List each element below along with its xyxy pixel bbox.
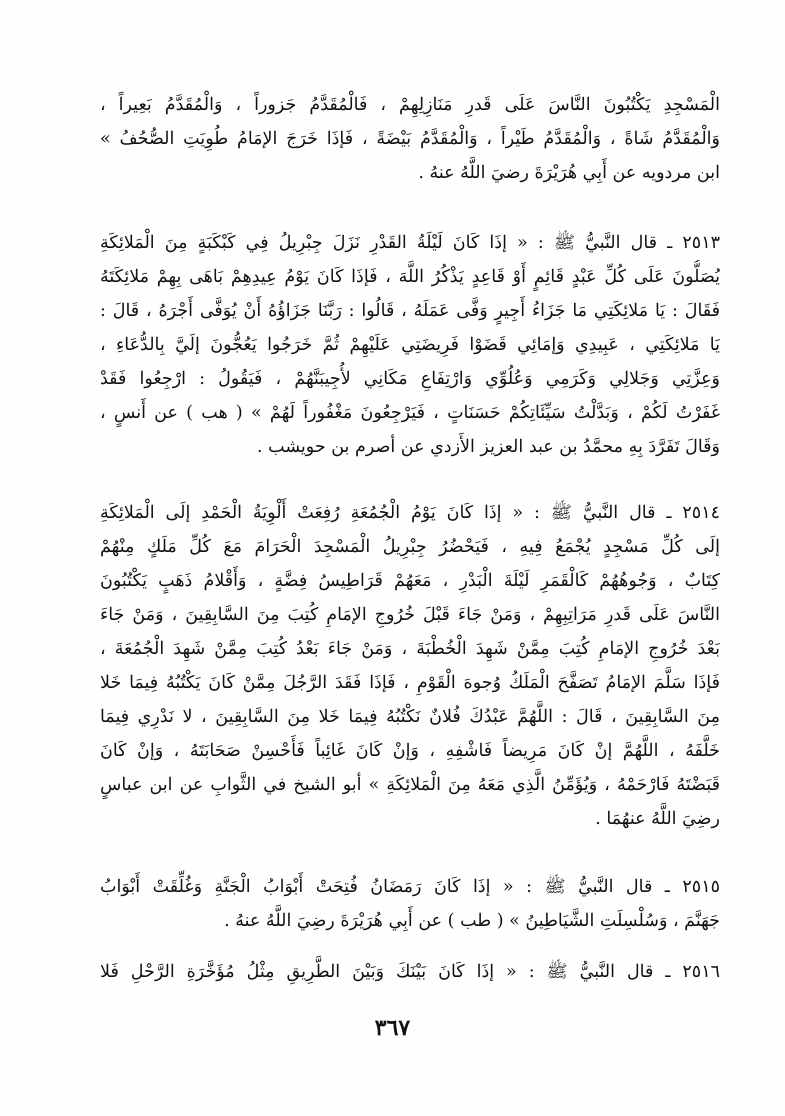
continuation-paragraph (100, 88, 720, 190)
text-line: الْمَسْجِدِ يَكْتُبُونَ النَّاسَ عَلَى قَدرِ مَنَازِلِهِمْ ، فَالْمُقَدَّمُ جَزوراً ، وَالْمُقَدَّمُ بَعِيراً ، (100, 95, 720, 115)
hadith-2516 (100, 955, 720, 989)
text-line: يَا مَلائِكَتِي ، عَبِيدِي وَإمَائِي قَضَوْا فَرِيضَتِي عَلَيْهِمْ ثُمَّ خَرَجُوا يَعُجُّونَ إلَيَّ بِالدُّعَاءِ ، (100, 335, 720, 355)
text-line: فَإذَا سَلَّمَ الإمَامُ تَصَفَّحَ الْمَلَكُ وُجوهَ الْقَوْمِ ، فَإذَا فَقَدَ الرَّجُلَ مِمَّنْ كَانَ يَكْتُبُهُ فِيمَا خَلا (100, 673, 720, 693)
page-number: ٣٦٧ (374, 1015, 411, 1041)
text-line: مِنَ السَّابِقِينَ ، قَالَ : اللَّهُمَّ عَبْدُكَ فُلانٌ نَكْتُبُهُ فِيمَا خَلا مِنَ السَّابِقِينَ ، لا نَدْرِي فِيمَا (100, 707, 720, 727)
text-line: وَعِزَّتِي وَجَلالِي وَكَرَمِي وَعُلُوِّي وَارْتِفَاعِ مَكَانِي لأُجِيبَنَّهُمْ ، فَيَقُولُ : ارْجِعُوا فَقَدْ (100, 369, 720, 389)
text-line: فَقَالَ : يَا مَلائِكَتِي مَا جَزَاءُ أَجِيرٍ وَفَّى عَمَلَهُ ، قَالُوا : رَبَّنَا جَزَاؤُهُ أَنْ يُوَفَّى أَجْرَهُ ، قَالَ : (100, 301, 720, 321)
text-line: رضِيَ اللَّهُ عنهُمَا . (595, 809, 720, 829)
hadith-2514 (100, 496, 720, 836)
hadith-header-line: ٢٥١٥ ـ قال النَّبيُّ ﷺ : « إذَا كَانَ رَمَضَانُ فُتِحَتْ أَبْوَابُ الْجَنَّةِ وَغُلِّقَتْ أَبْوَابُ (100, 877, 720, 897)
hadith-2515 (100, 870, 720, 938)
hadith-header-line: ٢٥١٤ ـ قال النَّبيُّ ﷺ : « إذَا كَانَ يَوْمُ الْجُمُعَةِ رُفِعَتْ أَلْوِيَةُ الْحَمْدِ إلَى الْمَلائِكَةِ (100, 503, 720, 523)
text-line: جَهَنَّمَ ، وَسُلْسِلَتِ الشَّيَاطِينُ » ( طب ) عن أَبِي هُرَيْرَةَ رضِيَ اللَّهُ عنهُ . (224, 911, 720, 931)
hadith-header-line: ٢٥١٦ ـ قال النَّبيُّ ﷺ : « إذَا كَانَ بَيْنَكَ وَبَيْنَ الطَّرِيقِ مِثْلُ مُؤَخَّرَةِ الرَّحْلِ فَلا (100, 962, 720, 982)
text-line: إلَى كُلِّ مَسْجِدٍ يُجْمَعُ فِيهِ ، فَيَحْضُرُ جِبْرِيلُ الْمَسْجِدَ الْحَرَامَ مَعَ كُلِّ مَلَكٍ مِنْهُمْ (100, 537, 720, 557)
text-line: كِتَابٌ ، وَجُوهُهُمْ كَالْقَمَرِ لَيْلَةَ الْبَدْرِ ، مَعَهُمْ قَرَاطِيسُ فِضَّةٍ ، وَأَقْلامُ ذَهَبٍ يَكْتُبُونَ (100, 571, 720, 591)
text-line: النَّاسَ عَلَى قَدرِ مَرَاتِبِهِمْ ، وَمَنْ جَاءَ قَبْلَ خُرُوجِ الإمَامِ كُتِبَ مِنَ السَّابِقِينَ ، وَمَنْ جَاءَ (100, 605, 720, 625)
text-line: خَلَّفَهُ ، اللَّهُمَّ إنْ كَانَ مَرِيضاً فَاشْفِهِ ، وَإنْ كَانَ غَائِباً فَأَحْسِنْ صَحَابَتَهُ ، وَإنْ كَانَ (100, 741, 720, 761)
text-line: قَبَضْتَهُ فَارْحَمْهُ ، وَيُؤَمِّنُ الَّذِي مَعَهُ مِنَ الْمَلائِكَةِ » أبو الشيخ في الثَّوابِ عن ابن عباسٍ (100, 775, 720, 795)
text-line: بَعْدَ خُرُوجِ الإمَامِ كُتِبَ مِمَّنْ شَهِدَ الْخُطْبَةَ ، وَمَنْ جَاءَ بَعْدُ كُتِبَ مِمَّنْ شَهِدَ الْجُمُعَةَ ، (100, 639, 720, 659)
text-line: وَقَالَ تَفَرَّدَ بِهِ محمَّدُ بن عبد العزيز الأَزدي عن أصرم بن حويشب . (257, 437, 720, 457)
text-line: وَالْمُقَدَّمُ شَاةً ، وَالْمُقَدَّمُ طَيْراً ، وَالْمُقَدَّمُ بَيْضَةً ، فَإذَا خَرَجَ الإمَامُ طُوِيَتِ الصُّحُفُ » (100, 129, 720, 149)
hadith-2513 (100, 226, 720, 464)
text-line: يُصَلُّونَ عَلَى كُلِّ عَبْدٍ قَائِمٍ أَوْ قَاعِدٍ يَذْكُرُ اللَّهَ ، فَإذَا كَانَ يَوْمُ عِيدِهِمْ بَاهَى بِهِمْ مَلائِكَتَهُ (100, 267, 720, 287)
hadith-header-line: ٢٥١٣ ـ قال النَّبيُّ ﷺ : « إذَا كَانَ لَيْلَةُ القَدْرِ نَزَلَ جِبْرِيلُ فِي كَبْكَبَةٍ مِنَ الْمَلائِكَةِ (100, 233, 720, 253)
text-line: غَفَرْتُ لَكُمْ ، وَبَدَّلْتُ سَيِّئَاتِكُمْ حَسَنَاتٍ ، فَيَرْجِعُونَ مَغْفُوراً لَهُمْ » ( هب ) عن أَنسٍ ، (100, 403, 720, 423)
text-line: ابن مردويه عن أَبِي هُرَيْرَةَ رضيَ اللَّهُ عنهُ . (418, 163, 720, 183)
